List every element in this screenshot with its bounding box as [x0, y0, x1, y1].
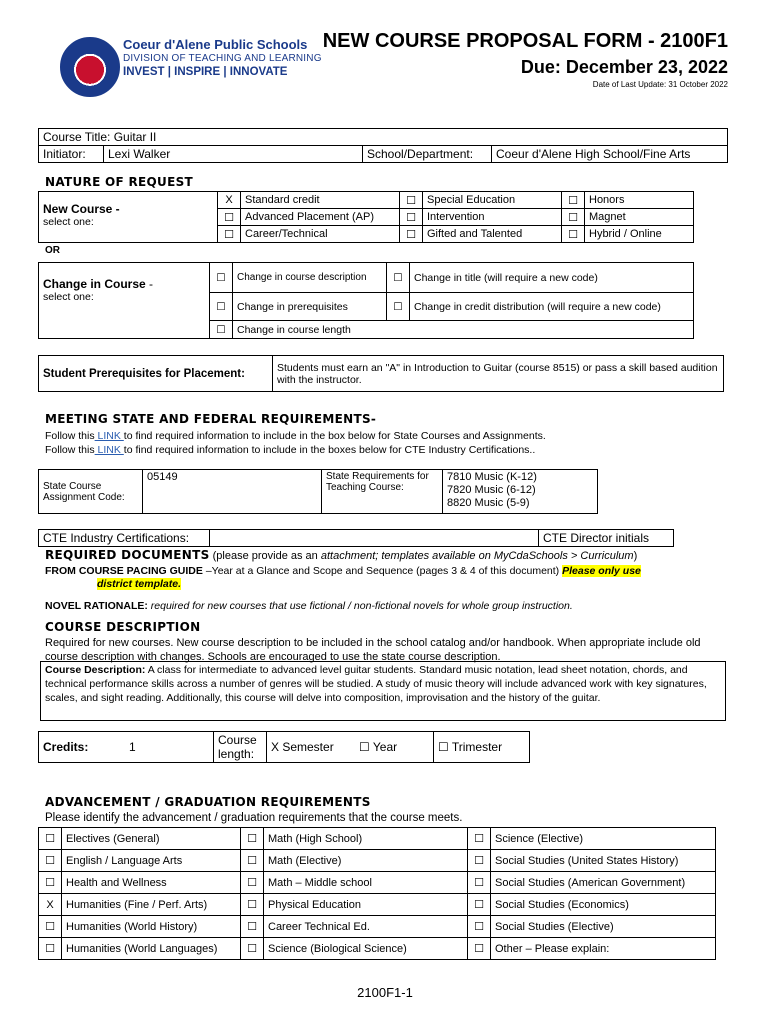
- assign-code-value[interactable]: 05149: [143, 470, 322, 514]
- option-label: Honors: [585, 192, 694, 209]
- option-label: Change in course description: [233, 263, 387, 293]
- checkbox[interactable]: ☐: [468, 938, 491, 960]
- option-label: Hybrid / Online: [585, 226, 694, 243]
- option-label: Change in course length: [233, 321, 694, 339]
- form-title: NEW COURSE PROPOSAL FORM - 2100F1: [322, 30, 728, 52]
- checkbox[interactable]: ☐: [210, 293, 233, 321]
- requirement-label: Math (Elective): [264, 850, 468, 872]
- requirement-label: Other – Please explain:: [491, 938, 716, 960]
- checkbox[interactable]: ☐: [400, 192, 423, 209]
- requirement-label: Social Studies (Elective): [491, 916, 716, 938]
- division-name: DIVISION OF TEACHING AND LEARNING: [123, 53, 322, 64]
- change-course-table: Change in Course - select one: ☐ Change in course description ☐ Change in title (will require a new code) ☐ Change in prerequisites ☐ Change in credit distribution (will require a new code) ☐ Change in course length: [38, 262, 694, 339]
- state-assign-table: [38, 469, 598, 514]
- advancement-heading: ADVANCEMENT / GRADUATION REQUIREMENTS: [45, 795, 371, 809]
- credits-value[interactable]: 1: [125, 732, 214, 763]
- year-option[interactable]: ☐ Year: [355, 732, 434, 763]
- option-label: Standard credit: [241, 192, 400, 209]
- requirement-label: Physical Education: [264, 894, 468, 916]
- requirement-label: Humanities (World History): [62, 916, 241, 938]
- checkbox[interactable]: ☐: [562, 226, 585, 243]
- change-course-sub: select one:: [43, 291, 94, 303]
- checkbox[interactable]: ☐: [241, 828, 264, 850]
- option-label: Advanced Placement (AP): [241, 209, 400, 226]
- requirement-label: English / Language Arts: [62, 850, 241, 872]
- new-course-table: [38, 191, 694, 243]
- tagline: INVEST | INSPIRE | INNOVATE: [123, 66, 288, 78]
- course-title-cell: Course Title: Guitar II: [39, 129, 728, 146]
- option-label: Change in credit distribution (will require a new code): [410, 293, 694, 321]
- option-label: Career/Technical: [241, 226, 400, 243]
- checkbox[interactable]: ☐: [241, 916, 264, 938]
- checkbox[interactable]: X: [218, 192, 241, 209]
- state-req-values[interactable]: 7810 Music (K-12) 7820 Music (6-12) 8820 Music (5-9): [443, 470, 598, 514]
- requirement-label: Math (High School): [264, 828, 468, 850]
- school-value[interactable]: Coeur d'Alene High School/Fine Arts: [492, 146, 728, 163]
- checkbox[interactable]: ☐: [210, 263, 233, 293]
- cte-director-initials[interactable]: CTE Director initials: [539, 530, 674, 547]
- state-req-label: State Requirements for Teaching Course:: [322, 470, 443, 514]
- option-label: Change in prerequisites: [233, 293, 387, 321]
- requirement-label: Humanities (Fine / Perf. Arts): [62, 894, 241, 916]
- cte-value[interactable]: [210, 530, 539, 547]
- requirement-label: Social Studies (United States History): [491, 850, 716, 872]
- trimester-option[interactable]: ☐ Trimester: [434, 732, 530, 763]
- checkbox[interactable]: X: [39, 894, 62, 916]
- page-number: 2100F1-1: [357, 985, 413, 1000]
- checkbox[interactable]: ☐: [468, 828, 491, 850]
- checkbox[interactable]: ☐: [387, 263, 410, 293]
- checkbox[interactable]: ☐: [218, 209, 241, 226]
- state-instruction-1: Follow this LINK to find required information to include in the box below for State Courses and Assignments.: [45, 430, 546, 442]
- nature-heading: NATURE OF REQUEST: [45, 175, 194, 189]
- option-label: Special Education: [423, 192, 562, 209]
- prereq-label: Student Prerequisites for Placement:: [39, 356, 273, 392]
- checkbox[interactable]: ☐: [241, 894, 264, 916]
- option-label: Change in title (will require a new code): [410, 263, 694, 293]
- checkbox[interactable]: ☐: [400, 226, 423, 243]
- advancement-table: [38, 827, 716, 960]
- credits-label: Credits:: [39, 732, 126, 763]
- required-docs-line: REQUIRED DOCUMENTS (please provide as an attachment; templates available on MyCdaSchools > Curriculum): [45, 548, 638, 562]
- new-course-sub: select one:: [43, 216, 94, 228]
- requirement-label: Electives (General): [62, 828, 241, 850]
- requirement-label: Humanities (World Languages): [62, 938, 241, 960]
- course-title-value[interactable]: Guitar II: [113, 130, 157, 144]
- novel-rationale-line: NOVEL RATIONALE: required for new courses that use fictional / non-fictional novels for whole group instruction.: [45, 600, 573, 612]
- requirement-label: Social Studies (American Government): [491, 872, 716, 894]
- prereq-table: [38, 355, 724, 392]
- checkbox[interactable]: ☐: [241, 850, 264, 872]
- checkbox[interactable]: ☐: [39, 850, 62, 872]
- checkbox[interactable]: ☐: [241, 938, 264, 960]
- change-course-label: Change in Course: [43, 277, 146, 291]
- new-course-label: New Course -: [43, 202, 120, 216]
- state-courses-link[interactable]: LINK: [94, 430, 124, 442]
- requirement-label: Science (Elective): [491, 828, 716, 850]
- checkbox[interactable]: ☐: [39, 916, 62, 938]
- course-description-intro: Required for new courses. New course description to be included in the school catalog and/or handbook. When appropriate include old course description with changes. Schools are encouraged to use the state course description.: [45, 637, 701, 663]
- requirement-label: Health and Wellness: [62, 872, 241, 894]
- org-name: Coeur d'Alene Public Schools: [123, 37, 308, 52]
- required-docs-heading: REQUIRED DOCUMENTS: [45, 548, 210, 562]
- requirement-label: Social Studies (Economics): [491, 894, 716, 916]
- last-update: Date of Last Update: 31 October 2022: [592, 80, 728, 89]
- checkbox[interactable]: ☐: [218, 226, 241, 243]
- initiator-label: Initiator:: [39, 146, 104, 163]
- checkbox[interactable]: ☐: [210, 321, 233, 339]
- cte-label: CTE Industry Certifications:: [39, 530, 210, 547]
- course-length-label: Course length:: [214, 732, 267, 763]
- checkbox[interactable]: ☐: [562, 192, 585, 209]
- checkbox[interactable]: ☐: [39, 938, 62, 960]
- credits-table: [38, 731, 530, 763]
- state-heading: MEETING STATE AND FEDERAL REQUIREMENTS-: [45, 412, 377, 426]
- checkbox[interactable]: ☐: [400, 209, 423, 226]
- cte-table: [38, 529, 674, 547]
- checkbox[interactable]: ☐: [241, 872, 264, 894]
- checkbox[interactable]: ☐: [468, 872, 491, 894]
- prereq-value[interactable]: Students must earn an "A" in Introduction to Guitar (course 8515) or pass a skill based audition with the instructor.: [273, 356, 724, 392]
- course-description-heading: COURSE DESCRIPTION: [45, 620, 201, 634]
- course-info-table: [38, 128, 728, 163]
- checkbox[interactable]: ☐: [387, 293, 410, 321]
- or-divider: OR: [45, 245, 60, 256]
- checkbox[interactable]: ☐: [468, 850, 491, 872]
- district-seal-logo: [60, 37, 120, 97]
- due-date: Due: December 23, 2022: [520, 57, 728, 77]
- checkbox[interactable]: ☐: [39, 828, 62, 850]
- assign-code-label: State Course Assignment Code:: [39, 470, 143, 514]
- checkbox[interactable]: ☐: [468, 894, 491, 916]
- semester-option[interactable]: X Semester: [267, 732, 356, 763]
- school-label: School/Department:: [363, 146, 492, 163]
- cte-cert-link[interactable]: LINK: [94, 444, 124, 456]
- option-label: Magnet: [585, 209, 694, 226]
- advancement-intro: Please identify the advancement / graduation requirements that the course meets.: [45, 812, 463, 824]
- checkbox[interactable]: ☐: [562, 209, 585, 226]
- requirement-label: Math – Middle school: [264, 872, 468, 894]
- checkbox[interactable]: ☐: [39, 872, 62, 894]
- checkbox[interactable]: ☐: [468, 916, 491, 938]
- course-description-box[interactable]: Course Description: A class for intermediate to advanced level guitar students. Standard music notation, lead sheet notation, chords, and technical performance skills across a number of genres will be studied. A study of music theory will include advanced work with key signatures, scales, and sight reading. Additionally, this course will delve into composition, improvisation and the history of the guitar.: [40, 661, 726, 721]
- state-instruction-2: Follow this LINK to find required information to include in the boxes below for CTE Industry Certifications..: [45, 444, 536, 456]
- option-label: Intervention: [423, 209, 562, 226]
- requirement-label: Science (Biological Science): [264, 938, 468, 960]
- requirement-label: Career Technical Ed.: [264, 916, 468, 938]
- option-label: Gifted and Talented: [423, 226, 562, 243]
- initiator-value[interactable]: Lexi Walker: [104, 146, 363, 163]
- pacing-guide-line: FROM COURSE PACING GUIDE –Year at a Glance and Scope and Sequence (pages 3 & 4 of this document) Please only use district template.: [45, 565, 641, 590]
